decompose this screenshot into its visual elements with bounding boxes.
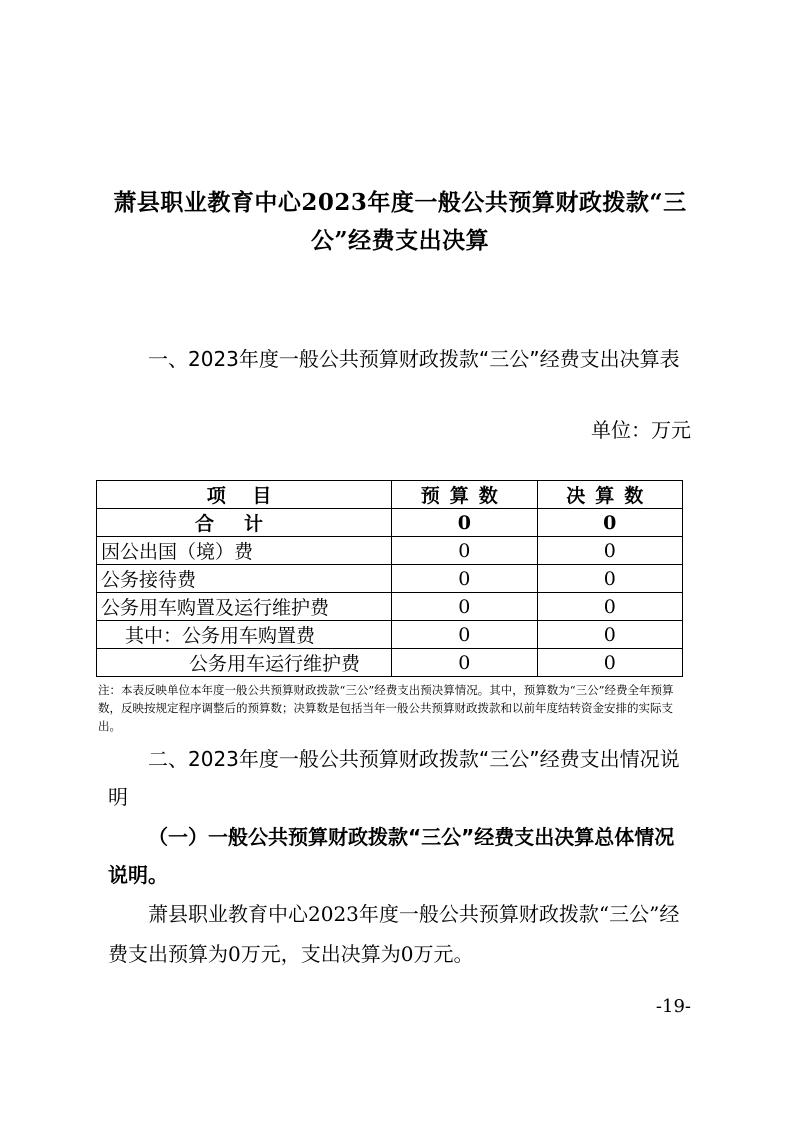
table-note: 注：本表反映单位本年度一般公共预算财政拨款“三公”经费支出预决算情况。其中，预算数为“三公”经费全年预算数，反映按规定程序调整后的预算数；决算数是包括当年一般公共预算财政拨款和以前年度结转资金安排的实际支出。 (98, 683, 674, 733)
row-budget-value: 0 (392, 509, 537, 537)
table-row (97, 537, 683, 565)
page-number: -19- (655, 996, 691, 1017)
section-1-heading: 一、2023年度一般公共预算财政拨款“三公”经费支出决算表 (148, 347, 680, 371)
document-title: 萧县职业教育中心2023年度一般公共预算财政拨款“三公”经费支出决算 (113, 189, 687, 254)
table-row (97, 649, 683, 677)
section-2-heading: 二、2023年度一般公共预算财政拨款“三公”经费支出情况说明 (108, 747, 680, 809)
body-paragraph: 萧县职业教育中心2023年度一般公共预算财政拨款“三公”经费支出预算为0万元，支出决算为0万元。 (108, 902, 680, 966)
row-final-value: 0 (537, 649, 682, 677)
row-final-value: 0 (537, 509, 682, 537)
row-final-value: 0 (537, 565, 682, 593)
table-row (97, 565, 683, 593)
header-item: 项 目 (97, 481, 392, 509)
header-budget: 预算数 (392, 481, 537, 509)
subsection-1-heading: （一）一般公共预算财政拨款“三公”经费支出决算总体情况说明。 (108, 825, 675, 887)
row-budget-value: 0 (392, 537, 537, 565)
table-header-row (97, 481, 683, 509)
row-budget-value: 0 (392, 649, 537, 677)
row-label: 其中：公务用车购置费 (97, 621, 392, 649)
row-budget-value: 0 (392, 565, 537, 593)
row-budget-value: 0 (392, 593, 537, 621)
row-label: 公务接待费 (97, 565, 392, 593)
table-row-total (97, 509, 683, 537)
table-row (97, 593, 683, 621)
row-label: 因公出国（境）费 (97, 537, 392, 565)
row-label: 公务用车运行维护费 (97, 649, 392, 677)
unit-label: 单位：万元 (591, 418, 691, 442)
table-row (97, 621, 683, 649)
row-final-value: 0 (537, 593, 682, 621)
row-label: 合计 (97, 509, 392, 537)
row-label: 公务用车购置及运行维护费 (97, 593, 392, 621)
budget-table (96, 480, 683, 677)
row-budget-value: 0 (392, 621, 537, 649)
row-final-value: 0 (537, 537, 682, 565)
header-final: 决算数 (537, 481, 682, 509)
row-final-value: 0 (537, 621, 682, 649)
